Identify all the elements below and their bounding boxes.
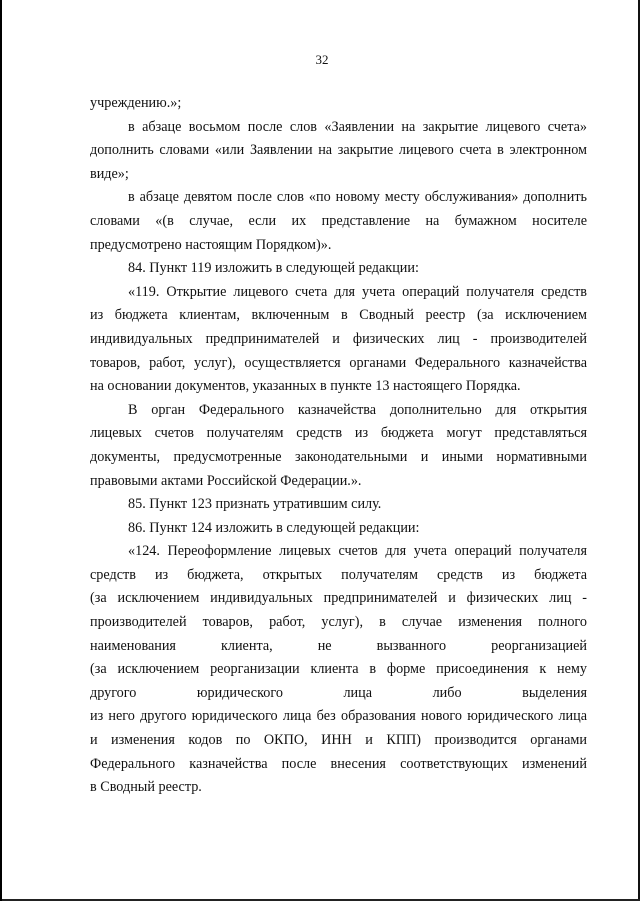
- text-line: из него другого юридического лица без образования нового юридического лица: [90, 708, 587, 725]
- text-line: «124. Переоформление лицевых счетов для учета операций получателя: [128, 543, 587, 560]
- text-line: (за исключением индивидуальных предпринимателей и физических лиц -: [90, 590, 587, 607]
- text-line: виде»;: [90, 165, 129, 182]
- text-line: наименования клиента, не вызванного реорганизацией: [90, 637, 587, 654]
- text-line: другого юридического лица либо выделения: [90, 684, 587, 701]
- text-line: правовыми актами Российской Федерации.».: [90, 472, 362, 489]
- text-line: В орган Федерального казначейства дополнительно для открытия: [128, 401, 587, 418]
- text-line: в абзаце восьмом после слов «Заявлении на закрытие лицевого счета»: [128, 118, 587, 135]
- text-line: предусмотрено настоящим Порядком)».: [90, 236, 332, 253]
- page-number: 32: [315, 52, 329, 67]
- text-line: 86. Пункт 124 изложить в следующей редакции:: [128, 519, 420, 536]
- text-line: (за исключением реорганизации клиента в форме присоединения к нему: [90, 661, 587, 678]
- document-body: [90, 92, 587, 800]
- text-line: на основании документов, указанных в пункте 13 настоящего Порядка.: [90, 378, 521, 395]
- text-line: средств из бюджета, открытых получателям средств из бюджета: [90, 566, 587, 583]
- text-line: документы, предусмотренные законодательными и иными нормативными: [90, 448, 587, 465]
- text-line: в абзаце девятом после слов «по новому месту обслуживания» дополнить: [128, 189, 587, 206]
- text-line: товаров, работ, услуг), осуществляется органами Федерального казначейства: [90, 354, 587, 371]
- text-line: словами «(в случае, если их представление на бумажном носителе: [90, 212, 587, 229]
- text-line: учреждению.»;: [90, 95, 182, 111]
- text-line: и изменения кодов по ОКПО, ИНН и КПП) производится органами: [90, 732, 587, 749]
- text-line: из бюджета клиентам, включенным в Сводный реестр (за исключением: [90, 307, 587, 324]
- text-line: производителей товаров, работ, услуг), в случае изменения полного: [90, 614, 587, 631]
- text-line: индивидуальных предпринимателей и физических лиц - производителей: [90, 330, 587, 347]
- text-line: в Сводный реестр.: [90, 779, 202, 796]
- text-line: 85. Пункт 123 признать утратившим силу.: [128, 496, 382, 513]
- text-line: Федерального казначейства после внесения соответствующих изменений: [90, 755, 587, 772]
- text-line: «119. Открытие лицевого счета для учета операций получателя средств: [128, 283, 587, 300]
- text-line: дополнить словами «или Заявлении на закрытие лицевого счета в электронном: [90, 142, 587, 159]
- text-line: лицевых счетов получателям средств из бюджета могут представляться: [90, 425, 587, 442]
- text-line: 84. Пункт 119 изложить в следующей редакции:: [128, 260, 419, 277]
